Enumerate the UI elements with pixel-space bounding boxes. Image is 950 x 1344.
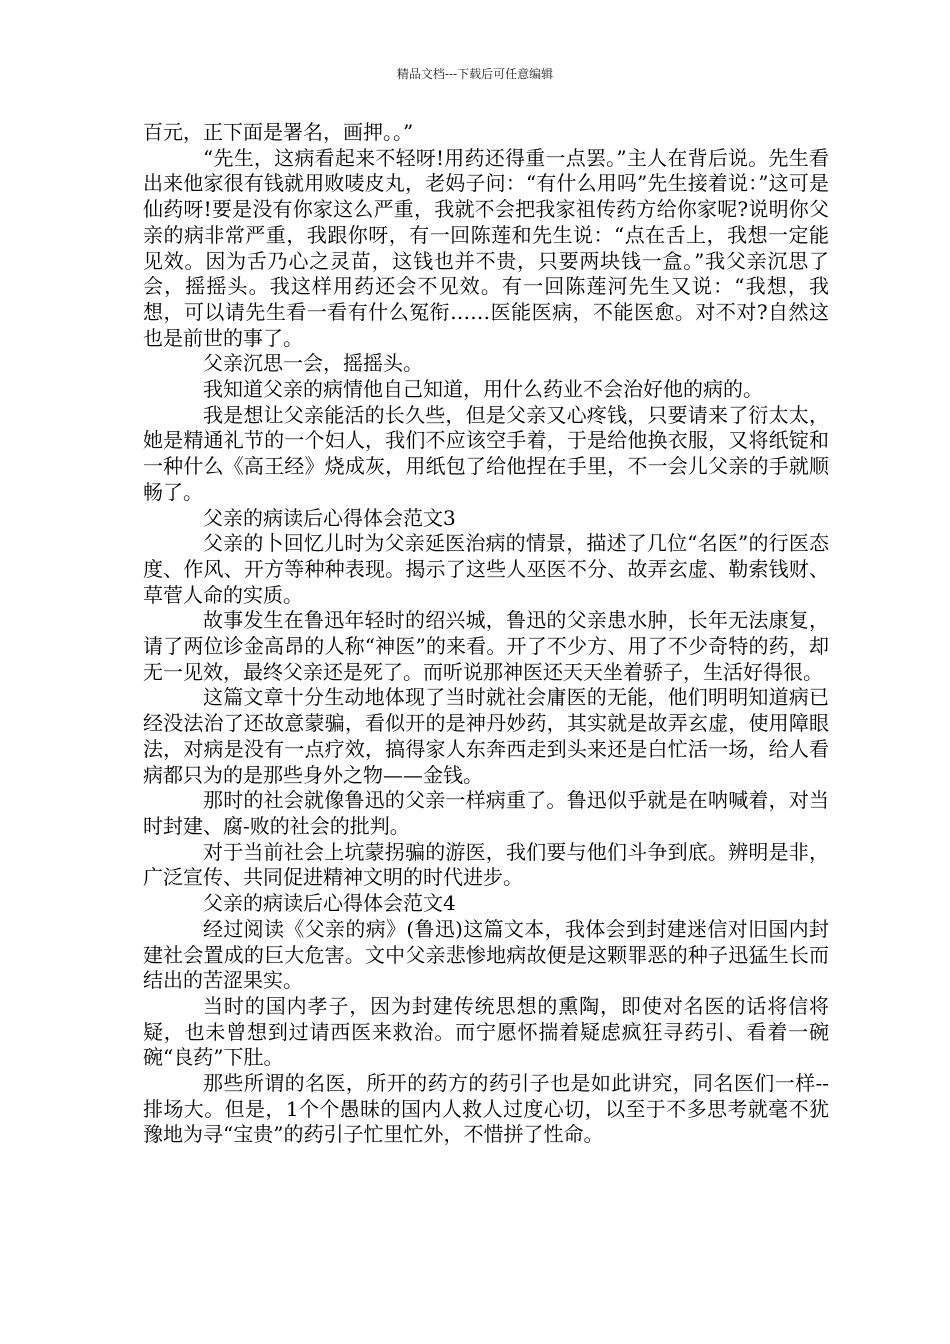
- paragraph: 我是想让父亲能活的长久些，但是父亲又心疼钱，只要请来了衍太太，她是精通礼节的一个妇人，我们不应该空手着，于是给他换衣服，又将纸锭和一种什么《高王经》烧成灰，用纸包了给他捏在手里，不一会儿父亲的手就顺畅了。: [143, 402, 829, 504]
- paragraph: “先生，这病看起来不轻呀!用药还得重一点罢。”主人在背后说。先生看出来他家很有钱就用败唛皮丸，老妈子问：“有什么用吗”先生接着说：”这可是仙药呀!要是没有你家这么严重，我就不会把我家祖传药方给你家呢?说明你父亲的病非常严重，我跟你呀，有一回陈莲和先生说：“点在舌上，我想一定能见效。因为舌乃心之灵苗，这钱也并不贵，只要两块钱一盒。”我父亲沉思了会，摇摇头。我这样用药还会不见效。有一回陈莲河先生又说：“我想，我想，可以请先生看一看有什么冤衔……医能医病，不能医愈。对不对?自然这也是前世的事了。: [143, 145, 829, 350]
- paragraph: 那些所谓的名医，所开的药方的药引子也是如此讲究，同名医们一样--排场大。但是，1个个愚昧的国内人救人过度心切，以至于不多思考就毫不犹豫地为寻“宝贵”的药引子忙里忙外，不惜拼了性命。: [143, 1071, 829, 1147]
- paragraph: 父亲的病读后心得体会范文3: [203, 505, 456, 530]
- paragraph: 父亲沉思一会，摇摇头。: [203, 351, 423, 376]
- paragraph: 对于当前社会上坑蒙拐骗的游医，我们要与他们斗争到底。辨明是非，广泛宣传、共同促进精神文明的时代进步。: [143, 839, 829, 890]
- paragraph: 故事发生在鲁迅年轻时的绍兴城，鲁迅的父亲患水肿，长年无法康复，请了两位诊金高昂的人称“神医”的来看。开了不少方、用了不少奇特的药，却无一见效，最终父亲还是死了。而听说那神医还天天坐着骄子，生活好得很。: [143, 608, 829, 684]
- paragraph: 经过阅读《父亲的病》(鲁迅)这篇文本，我体会到封建迷信对旧国内封建社会置成的巨大危害。文中父亲悲惨地病故便是这颗罪恶的种子迅猛生长而结出的苦涩果实。: [143, 916, 829, 993]
- document-body: [143, 120, 829, 1148]
- paragraph: 那时的社会就像鲁迅的父亲一样病重了。鲁迅似乎就是在呐喊着，对当时封建、腐-败的社会的批判。: [143, 788, 829, 838]
- paragraph: 当时的国内孝子，因为封建传统思想的熏陶，即使对名医的话将信将疑，也未曾想到过请西医来救治。而宁愿怀揣着疑虑疯狂寻药引、看着一碗碗“良药”下肚。: [143, 993, 829, 1070]
- paragraph: 百元，正下面是署名，画押。。”: [143, 120, 414, 144]
- page-header: 精品文档---下载后可任意编辑: [396, 67, 554, 81]
- paragraph: 我知道父亲的病情他自己知道，用什么药业不会治好他的病的。: [203, 377, 763, 402]
- paragraph: 父亲的卜回忆儿时为父亲延医治病的情景，描述了几位“名医”的行医态度、作风、开方等种种表现。揭示了这些人巫医不分、故弄玄虚、勒索钱财、草菅人命的实质。: [143, 531, 829, 607]
- paragraph: 父亲的病读后心得体会范文4: [203, 891, 456, 916]
- paragraph: 这篇文章十分生动地体现了当时就社会庸医的无能，他们明明知道病已经没法治了还故意蒙骗，看似开的是神丹妙药，其实就是故弄玄虚，使用障眼法，对病是没有一点疗效，搞得家人东奔西走到头来还是白忙活一场，给人看病都只为的是那些身外之物——金钱。: [143, 685, 829, 787]
